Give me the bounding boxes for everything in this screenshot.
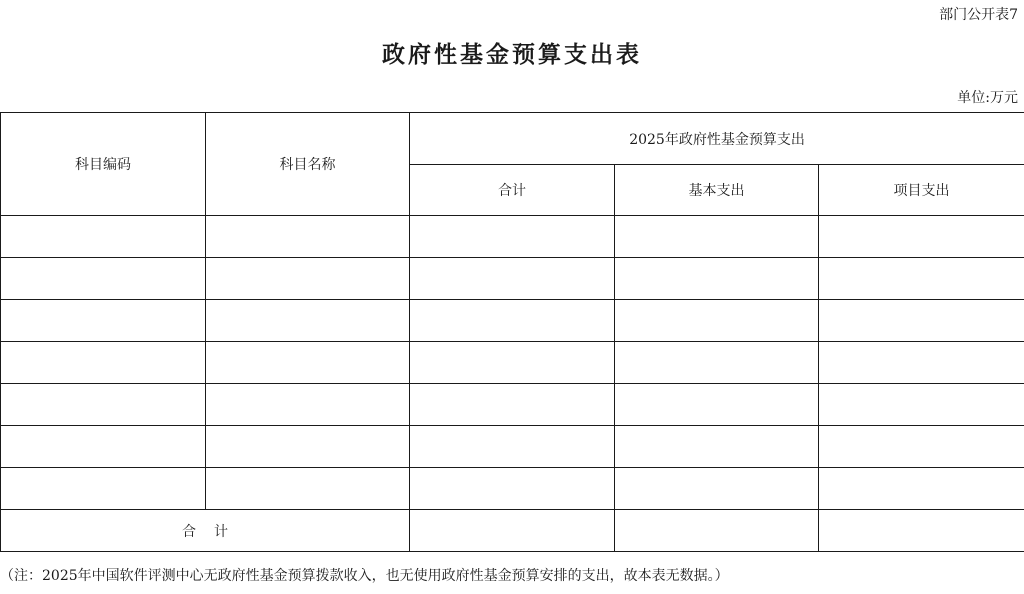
cell-total [410,300,615,342]
cell-total [410,426,615,468]
cell-project [819,258,1024,300]
cell-basic [615,426,819,468]
cell-name [206,384,410,426]
header-cell-group: 2025年政府性基金预算支出 [410,113,1024,165]
unit-label: 单位:万元 [957,90,1018,106]
cell-project-sum [819,510,1024,552]
header-cell-code: 科目编码 [1,113,206,216]
cell-code [1,216,206,258]
table-row [1,342,1024,384]
header-cell-project: 项目支出 [819,165,1024,216]
cell-project [819,342,1024,384]
cell-basic [615,216,819,258]
header-cell-total: 合计 [410,165,615,216]
cell-name [206,468,410,510]
total-row [1,510,1024,552]
cell-total-sum [410,510,615,552]
cell-basic [615,300,819,342]
header-cell-name: 科目名称 [206,113,410,216]
form-number: 部门公开表7 [939,7,1018,23]
cell-project [819,426,1024,468]
cell-project [819,300,1024,342]
table-row [1,216,1024,258]
cell-code [1,258,206,300]
table-row [1,258,1024,300]
header-cell-basic: 基本支出 [615,165,819,216]
table-row [1,300,1024,342]
cell-total [410,258,615,300]
cell-code [1,426,206,468]
cell-basic [615,384,819,426]
cell-code [1,342,206,384]
table-row [1,468,1024,510]
cell-name [206,342,410,384]
cell-name [206,426,410,468]
budget-table [0,112,1024,552]
cell-total [410,384,615,426]
cell-basic [615,342,819,384]
page-title: 政府性基金预算支出表 [382,42,642,68]
cell-name [206,300,410,342]
cell-code [1,300,206,342]
cell-basic-sum [615,510,819,552]
cell-project [819,216,1024,258]
cell-total [410,216,615,258]
cell-code [1,384,206,426]
cell-project [819,384,1024,426]
cell-name [206,258,410,300]
table-row [1,384,1024,426]
table-row [1,426,1024,468]
cell-total [410,468,615,510]
total-row-label: 合计 [1,510,410,552]
cell-basic [615,258,819,300]
cell-name [206,216,410,258]
cell-total [410,342,615,384]
cell-project [819,468,1024,510]
cell-basic [615,468,819,510]
header-row-1 [1,113,1024,165]
cell-code [1,468,206,510]
footnote: （注：2025年中国软件评测中心无政府性基金预算拨款收入，也无使用政府性基金预算安排的支出，故本表无数据。） [0,568,729,584]
